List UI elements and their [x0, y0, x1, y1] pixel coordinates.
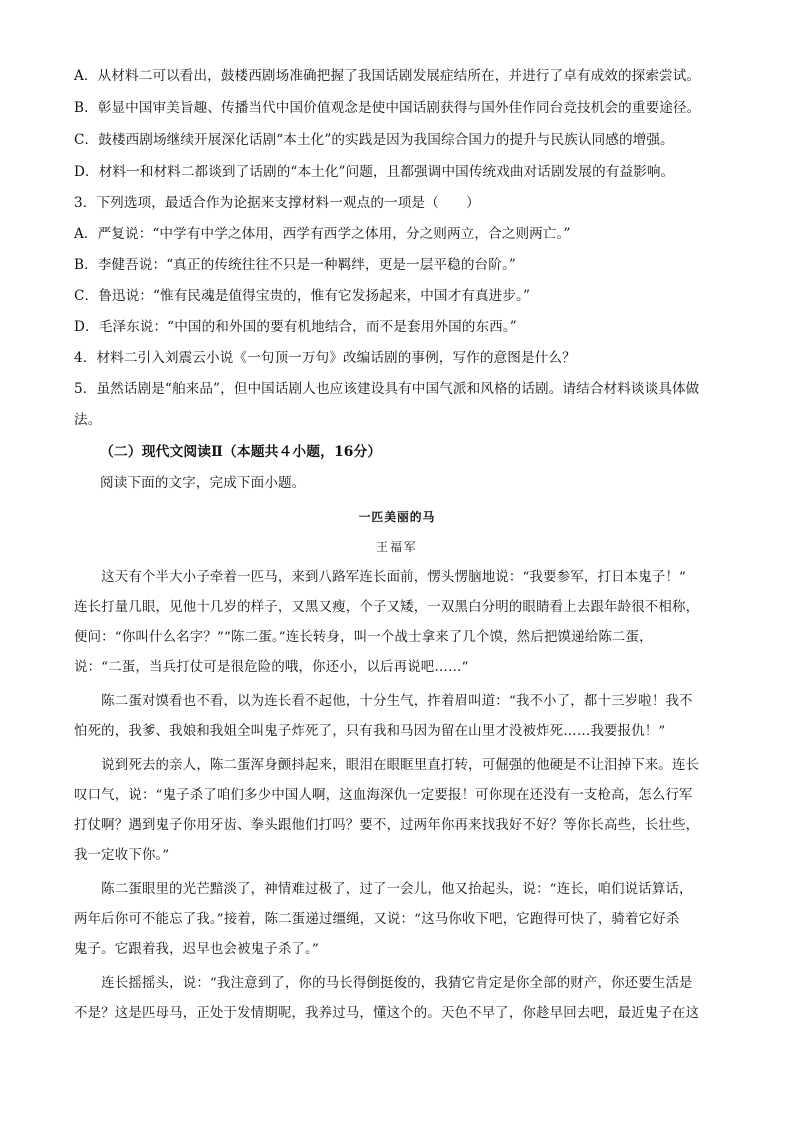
story-line: 叹口气，说：“鬼子杀了咱们多少中国人啊，这血海深仇一定要报！可你现在还没有一支枪高，怎么行军 — [74, 788, 693, 803]
question-3-option-d: D．毛泽东说：“中国的和外国的要有机地结合，而不是套用外国的东西。” — [74, 319, 517, 335]
question-3-option-c: C．鲁迅说：“惟有民魂是值得宝贵的，惟有它发扬起来，中国才有真进步。” — [74, 288, 530, 304]
section-instruction: 阅读下面的文字，完成下面小题。 — [100, 475, 306, 491]
story-author: 王福军 — [376, 540, 418, 554]
story-line: 不是？这是匹母马，正处于发情期呢，我养过马，懂这个的。天色不早了，你趁早回去吧，最近鬼子在这 — [74, 1006, 700, 1021]
option-d: D．材料一和材料二都谈到了话剧的“本土化”问题，且都强调中国传统戏曲对话剧发展的有益影响。 — [74, 164, 675, 180]
story-line: 陈二蛋眼里的光芒黯淡了，神情难过极了，过了一会儿，他又抬起头，说：“连长，咱们说话算话， — [74, 882, 693, 897]
story-line: 鬼子。它跟着我，迟早也会被鬼子杀了。” — [74, 942, 319, 957]
question-5-line-2: 法。 — [74, 412, 102, 428]
story-line: 说到死去的亲人，陈二蛋浑身颤抖起来，眼泪在眼眶里直打转，可倔强的他硬是不让泪掉下来。连长 — [74, 758, 700, 773]
story-line: 我一定收下你。” — [74, 848, 170, 863]
story-line: 打仗啊？遇到鬼子你用牙齿、拳头跟他们打吗？要不，过两年你再来找我好不好？等你长高些，长壮些， — [74, 818, 700, 833]
question-4: 4．材料二引入刘震云小说《一句顶一万句》改编话剧的事例，写作的意图是什么？ — [74, 350, 576, 366]
story-line: 这天有个半大小子牵着一匹马，来到八路军连长面前，愣头愣脑地说：“我要参军，打日本鬼子！” — [74, 570, 687, 585]
question-3: 3．下列选项，最适合作为论据来支撑材料一观点的一项是（ ） — [74, 195, 480, 211]
section-heading: （二）现代文阅读Ⅱ（本题共４小题，16分） — [100, 444, 382, 460]
story-line: 怕死的，我爹、我娘和我姐全叫鬼子炸死了，只有我和马因为留在山里才没被炸死……我要报仇！” — [74, 724, 666, 739]
option-a: A．从材料二可以看出，鼓楼西剧场准确把握了我国话剧发展症结所在，并进行了卓有成效的探索尝试。 — [74, 68, 701, 84]
option-c: C．鼓楼西剧场继续开展深化话剧“本土化”的实践是因为我国综合国力的提升与民族认同感的增强。 — [74, 132, 674, 148]
story-line: 陈二蛋对馍看也不看，以为连长看不起他，十分生气，拃着眉叫道：“我不小了，都十三岁啦！我不 — [74, 694, 693, 709]
question-3-option-b: B．李健吾说：“真正的传统往往不只是一种羁绊，更是一层平稳的台阶。” — [74, 257, 516, 273]
story-line: 便问：“你叫什么名字？”“陈二蛋。”连长转身，叫一个战士拿来了几个馍，然后把馍递给陈二蛋， — [74, 630, 653, 645]
question-3-option-a: A．严复说：“中学有中学之体用，西学有西学之体用，分之则两立，合之则两亡。” — [74, 226, 571, 242]
story-line: 连长打量几眼，见他十几岁的样子，又黑又瘦，个子又矮，一双黑白分明的眼睛看上去跟年龄很不相称， — [74, 600, 700, 615]
story-title: 一匹美丽的马 — [358, 510, 436, 524]
option-b: B．彰显中国审美旨趣、传播当代中国价值观念是使中国话剧获得与国外佳作同台竞技机会的重要途径。 — [74, 100, 701, 116]
story-line: 连长摇摇头，说：“我注意到了，你的马长得倒挺俊的，我猜它肯定是你全部的财产，你还要生活是 — [74, 976, 693, 991]
story-line: 说：“二蛋，当兵打仗可是很危险的哦，你还小，以后再说吧……” — [74, 660, 469, 675]
story-line: 两年后你可不能忘了我。”接着，陈二蛋递过缰绳，又说：“这马你收下吧，它跑得可快了，骑着它好杀 — [74, 912, 680, 927]
question-5-line-1: 5．虽然话剧是“舶来品”，但中国话剧人也应该建设具有中国气派和风格的话剧。请结合材料谈谈具体做 — [74, 381, 700, 397]
